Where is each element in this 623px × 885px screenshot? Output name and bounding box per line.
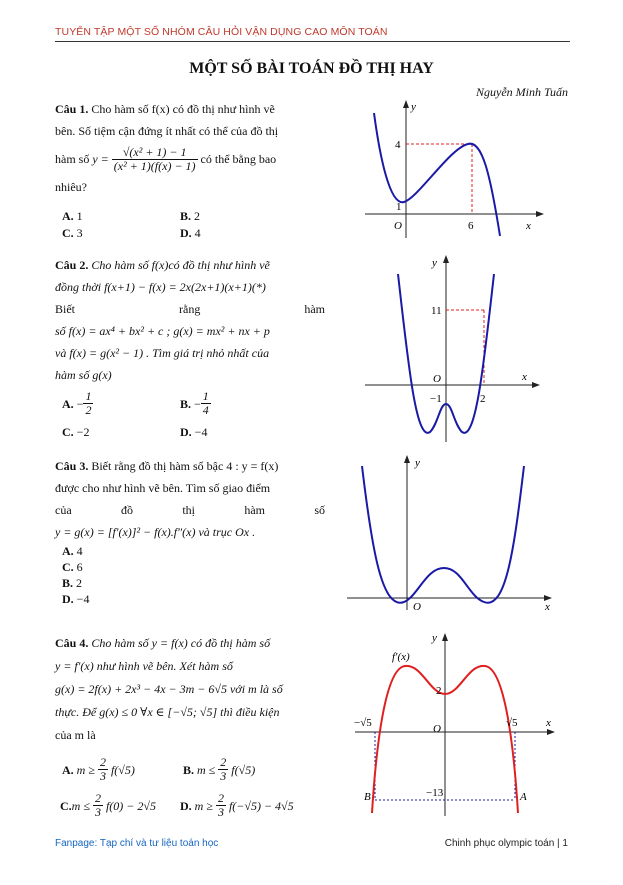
q4-option-a: A. m ≥ $\frac{2}{3}$ f(√5) [62,755,135,783]
q4-tick-minus-sqrt5: −√5 [354,717,372,729]
q2-line-3b: rằng [179,302,201,316]
q1-tick-1: 1 [396,201,402,213]
q4-option-b: B. m ≤ $\frac{2}{3}$ f(√5) [183,755,256,783]
q4-y-label: y [432,632,437,644]
q2-option-a: A. − $\frac{1}{2}$ [62,389,92,417]
q2-line-6: hàm số g(x) [55,368,112,382]
q3-origin: O [413,601,421,613]
q1-line-2: bên. Số tiệm cận đứng ít nhất có thể của đồ thị [55,124,279,138]
q2-line-1: Cho hàm số f(x)có đồ thị như hình vẽ [91,258,270,272]
q2-line-3c: hàm [304,302,325,316]
q4-point-b: B [364,791,371,803]
q3-line-3c: thị [182,503,195,517]
q1-option-b: B. 2 [180,209,201,223]
q2-tick-minus1: −1 [430,393,442,405]
q1-x-label: x [526,220,531,232]
running-header: TUYỂN TẬP MỘT SỐ NHÓM CÂU HỎI VẬN DỤNG CAO MÔN TOÁN [55,26,388,38]
q3-line-2: được cho như hình vẽ bên. Tìm số giao điểm [55,481,271,495]
q3-line-3b: đồ [120,503,133,517]
q1-curve [374,113,500,236]
q2-tick-2: 2 [480,393,486,405]
q2-graph [360,252,550,447]
q2-tick-11: 11 [431,305,442,317]
q4-line-3: g(x) = 2f(x) + 2x³ − 4x − 3m − 6√5 với m là số [55,682,283,696]
q4-point-a: A [520,791,527,803]
q2-x-label: x [522,371,527,383]
footer-page-info: Chinh phục olympic toán | 1 [444,838,568,849]
q1-y-label: y [411,101,416,113]
q1-line-4: nhiêu? [55,180,87,194]
q2-option-d: D. −4 [180,425,208,439]
q3-option-4: D. −4 [62,592,90,606]
q4-fprime-label: f′(x) [392,651,410,663]
q1-option-c: C. 3 [62,226,83,240]
q4-option-c: C. m ≤ $\frac{2}{3}$ f(0) − 2√5 [60,791,156,819]
q4-line-4: thực. Để g(x) ≤ 0 ∀x ∈ [−√5; √5] thì điều kiện [55,705,280,719]
q4-graph [350,628,560,818]
q4-label: Câu 4. [55,636,89,650]
q2-line-3a: Biết [55,302,75,316]
q1-tick-6: 6 [468,220,474,232]
question-1: Câu 1. Cho hàm số f(x) có đồ thị như hình vẽ bên. Số tiệm cận đứng ít nhất có thể của đồ thị hàm số y = $\frac{\text{√(x² + 1) − 1}}{\text{(x² + 1)(f(x) − 1)}}$ có thể bằng bao nhiêu? [55,98,325,198]
page-title: MỘT SỐ BÀI TOÁN ĐỒ THỊ HAY [189,60,434,77]
q1-line-1: Cho hàm số f(x) có đồ thị như hình vẽ [91,102,275,116]
q1-func-denominator: (x² + 1)(f(x) − 1) [113,158,196,173]
q1-origin: O [394,220,402,232]
header-divider [55,41,570,42]
q3-y-label: y [415,457,420,469]
q1-func-numerator: √(x² + 1) − 1 [112,146,198,160]
q2-line-4: số f(x) = ax⁴ + bx² + c ; g(x) = mx² + nx + p [55,324,270,338]
q2-label: Câu 2. [55,258,89,272]
q3-curve [362,466,524,603]
q3-line-3a: của [55,503,72,517]
q4-x-label: x [546,717,551,729]
q4-option-d: D. m ≥ $\frac{2}{3}$ f(−√5) − 4√5 [180,791,294,819]
q1-line-3b: có thể bằng bao [200,152,277,166]
q1-option-d: D. 4 [180,226,201,240]
q2-option-b: B. − $\frac{1}{4}$ [180,389,209,417]
q3-line-1: Biết rằng đồ thị hàm số bậc 4 : y = f(x) [91,459,279,473]
q4-line-2: y = f′(x) như hình vẽ bên. Xét hàm số [55,659,233,673]
q3-line-4: y = g(x) = [f′(x)]² − f(x).f″(x) và trục Ox . [55,525,256,539]
q3-option-2: C. 6 [62,560,83,574]
q3-x-label: x [545,601,550,613]
q3-label: Câu 3. [55,459,89,473]
q3-option-1: A. 4 [62,544,83,558]
q2-line-5: và f(x) = g(x² − 1) . Tìm giá trị nhỏ nhất của [55,346,270,360]
footer-fanpage: Fanpage: Tạp chí và tư liệu toán học [55,838,219,849]
q4-line-5: của m là [55,728,96,742]
q4-tick-sqrt5: √5 [506,717,518,729]
q3-line-3e: số [314,503,325,517]
question-4 [55,632,325,747]
q2-y-label: y [432,257,437,269]
q4-line-1: Cho hàm số y = f(x) có đồ thị hàm số [91,636,271,650]
q3-option-3: B. 2 [62,576,83,590]
q2-line-2: đồng thời f(x+1) − f(x) = 2x(2x+1)(x+1)(*) [55,280,266,294]
q2-option-c: C. −2 [62,425,90,439]
q1-line-3a: hàm số [55,152,90,166]
q2-origin: O [433,373,441,385]
q3-line-3d: hàm [244,503,265,517]
q1-label: Câu 1. [55,102,89,116]
q1-function [112,146,198,173]
q1-graph [360,98,550,243]
q1-option-a: A. 1 [62,209,83,223]
q4-tick-minus13: −13 [426,787,444,799]
q3-graph [342,450,557,615]
q4-origin: O [433,723,441,735]
q1-tick-4: 4 [395,139,401,151]
question-3 [55,455,325,543]
author: Nguyễn Minh Tuấn [476,85,568,99]
q4-tick-2: 2 [436,685,442,697]
question-2 [55,254,325,386]
